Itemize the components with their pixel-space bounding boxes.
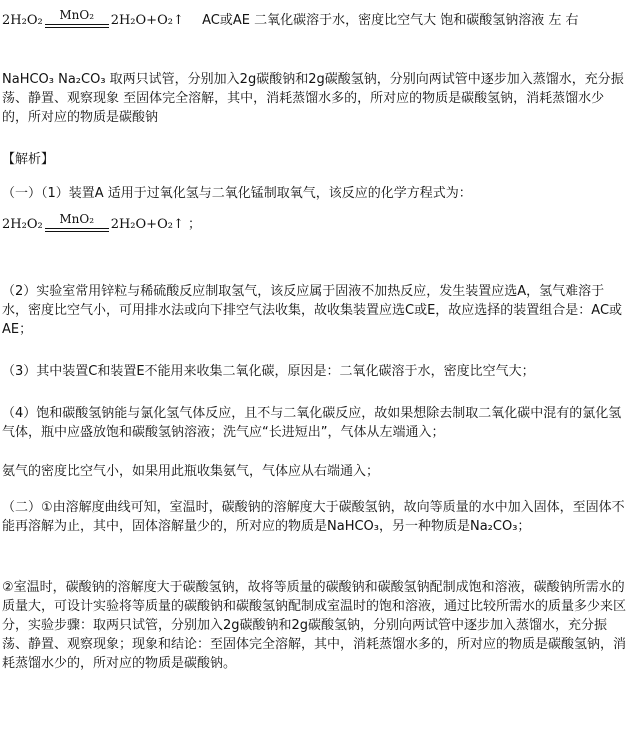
equation-2-arrow <box>45 212 109 234</box>
analysis-p4 <box>2 404 626 442</box>
equation-reactant: 2H₂O₂ <box>2 13 43 28</box>
answer-text: NaHCO₃ Na₂CO₃ 取两只试管，分别加入2g碳酸钠和2g碳酸氢钠，分别向两试管中逐步加入蒸馏水，充分振荡、静置、观察现象 至固体完全溶解，其中，消耗蒸馏水多的，所对应的物质是碳酸氢钠，消耗蒸馏水少的，所对应的物质是碳酸钠 <box>2 72 624 125</box>
analysis-p2-text: （2）实验室常用锌粒与稀硫酸反应制取氢气，该反应属于固液不加热反应，发生装置应选A，氢气难溶于水，密度比空气小，可用排水法或向下排空气法收集，故收集装置应选C或E，故应选择的装置组合是：AC或AE； <box>2 284 623 337</box>
analysis-p3 <box>2 362 626 381</box>
analysis-p1 <box>2 184 626 203</box>
equation-2-condition: MnO₂ <box>59 212 95 226</box>
chemical-equation <box>2 8 184 30</box>
equation-product: 2H₂O+O₂↑ <box>110 13 184 28</box>
equation-2-tail: ； <box>187 217 201 232</box>
analysis-p5 <box>2 462 626 481</box>
analysis-p1-text: （一）（1）装置A 适用于过氧化氢与二氧化锰制取氧气，该反应的化学方程式为： <box>2 186 472 201</box>
chemical-equation-2 <box>2 212 184 234</box>
analysis-p4-text: （4）饱和碳酸氢钠能与氯化氢气体反应，且不与二氧化碳反应，故如果想除去制取二氧化碳中混有的氯化氢气体，瓶中应盛放饱和碳酸氢钠溶液；洗气应“长进短出”，气体从左端通入； <box>2 406 622 440</box>
analysis-p5-text: 氨气的密度比空气小，如果用此瓶收集氨气，气体应从右端通入； <box>2 464 380 479</box>
analysis-heading-text: 【解析】 <box>2 152 55 167</box>
analysis-heading <box>2 150 626 169</box>
analysis-p6 <box>2 498 626 536</box>
analysis-p7-text: ②室温时，碳酸钠的溶解度大于碳酸氢钠，故将等质量的碳酸钠和碳酸氢钠配制成饱和溶液，碳酸钠所需水的质量大，可设计实验将等质量的碳酸钠和碳酸氢钠配制成室温时的饱和溶液，通过比较所需水的质量多少来区分，实验步骤：取两只试管，分别加入2g碳酸钠和2g碳酸氢钠，分别向两试管中逐步加入蒸馏水，充分振荡、静置、观察现象；现象和结论：至固体完全溶解，其中，消耗蒸馏水多的，所对应的物质是碳酸氢钠，消耗蒸馏水少的，所对应的物质是碳酸钠。 <box>2 580 627 671</box>
analysis-p7 <box>2 578 626 673</box>
answer-line-1 <box>2 8 626 30</box>
answer-paragraph <box>2 70 626 127</box>
analysis-p6-text: （二）①由溶解度曲线可知，室温时，碳酸钠的溶解度大于碳酸氢钠，故向等质量的水中加入固体，至固体不能再溶解为止，其中，固体溶解量少的，所对应的物质是NaHCO₃，另一种物质是Na₂CO₃； <box>2 500 625 534</box>
equation-condition: MnO₂ <box>59 8 95 22</box>
equation-2-reactant: 2H₂O₂ <box>2 217 43 232</box>
equation-arrow <box>45 8 109 30</box>
analysis-equation-line <box>2 212 626 234</box>
analysis-p3-text: （3）其中装置C和装置E不能用来收集二氧化碳，原因是：二氧化碳溶于水，密度比空气大； <box>2 364 535 379</box>
answer-line-1-rest: AC或AE 二氧化碳溶于水，密度比空气大 饱和碳酸氢钠溶液 左 右 <box>202 13 579 28</box>
equation-2-product: 2H₂O+O₂↑ <box>110 217 184 232</box>
analysis-p2 <box>2 282 626 339</box>
